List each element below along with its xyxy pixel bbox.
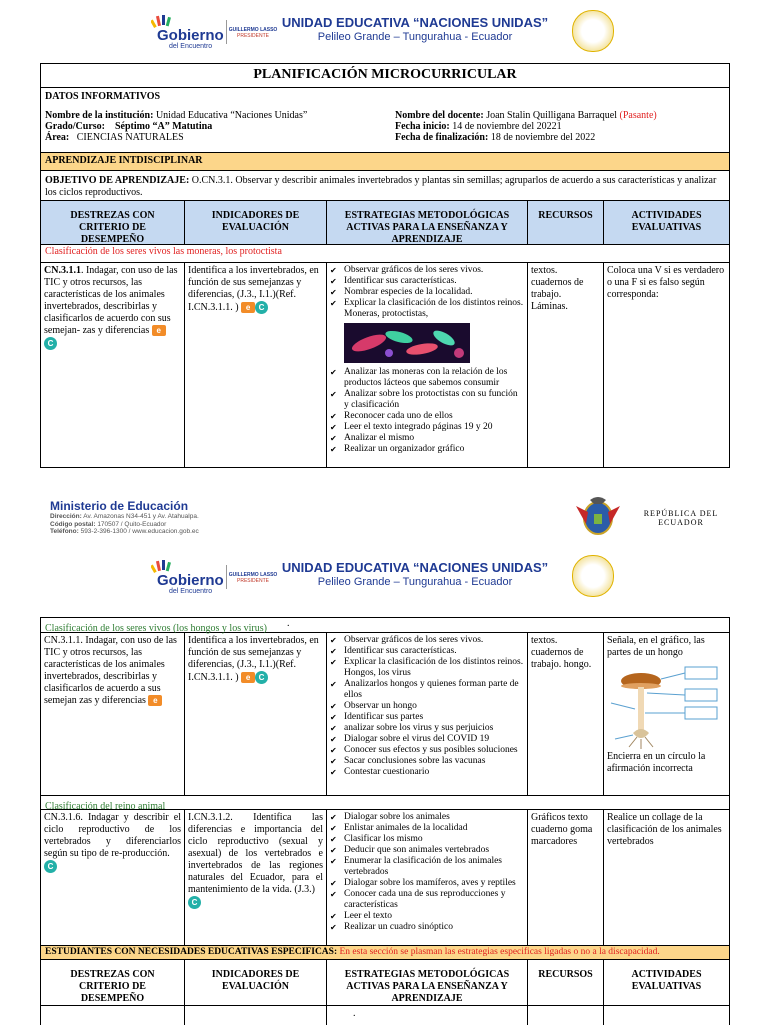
empty-dot: .	[353, 1008, 356, 1019]
school-shield-icon	[572, 10, 614, 52]
objetivo-label: OBJETIVO DE APRENDIZAJE:	[45, 175, 190, 186]
section3-indicador	[185, 810, 327, 946]
section1-heading: Clasificación de los seres vivos las moneras, los protoctista	[45, 246, 282, 257]
strategy-item: ✔ Nombrar especies de la localidad.	[330, 287, 524, 298]
ministerio-address	[50, 513, 199, 536]
aprendizaje-heading-row	[41, 153, 729, 171]
col-estrategias: ESTRATEGIAS METODOLÓGICAS ACTIVAS PARA LA ENSEÑANZA Y APRENDIZAJE	[327, 201, 528, 245]
c-resource-icon: C	[44, 337, 57, 350]
section3-recursos: Gráficos texto cuaderno goma marcadores	[528, 810, 604, 946]
gobierno-logo-p2	[147, 559, 227, 595]
school-title: UNIDAD EDUCATIVA “NACIONES UNIDAS”	[281, 560, 549, 575]
columns-header-row	[41, 201, 729, 245]
col-actividades: ACTIVIDADES EVALUATIVAS	[631, 210, 702, 233]
section2-recursos: textos. cuadernos de trabajo. hongo.	[528, 633, 604, 796]
col-indicadores: INDICADORES DE EVALUACIÓN	[185, 960, 327, 1006]
col-estrategias: ESTRATEGIAS METODOLÓGICAS ACTIVAS PARA LA ENSEÑANZA Y APRENDIZAJE	[327, 960, 528, 1006]
telefono-value: 593-2-396-1300 / www.educacion.gob.ec	[80, 528, 199, 535]
school-title: UNIDAD EDUCATIVA “NACIONES UNIDAS”	[281, 15, 549, 30]
strategy-item: ✔ Realizar un organizador gráfico	[330, 444, 524, 455]
strategy-item: ✔ Analizar sobre los protoctistas con su función y clasificación	[330, 389, 524, 411]
docente-label: Nombre del docente:	[395, 110, 484, 121]
strategy-item: ✔ Leer el texto integrado páginas 19 y 20	[330, 422, 524, 433]
strategy-item: ✔ Observar un hongo	[330, 701, 524, 712]
fin-value: 18 de noviembre del 2022	[490, 132, 596, 143]
strategy-item: ✔ Dialogar sobre los mamíferos, aves y reptiles	[330, 878, 524, 889]
section1-content-row	[41, 263, 729, 467]
fin-label: Fecha de finalización:	[395, 132, 489, 143]
guillermo-role: PRESIDENTE	[237, 33, 269, 39]
col-actividades: ACTIVIDADES EVALUATIVAS	[631, 969, 702, 992]
section3-indicador-text: I.CN.3.1.2. Identifica las diferencias e importancia del ciclo reproductivo (sexual y asexual) de los vertebrados e invertebrados de las regiones naturales del Ecuador, para el mantenimiento de la vida. (J.3.)	[188, 812, 323, 895]
section1-indicador	[185, 263, 327, 467]
nee-text: En esta sección se plasman las estrategias especificas ligadas o no a la discapacidad.	[339, 947, 660, 957]
strategy-item: ✔ Identificar sus características.	[330, 646, 524, 657]
empty-actividad	[604, 1006, 729, 1025]
republica-label: REPÚBLICA DEL ECUADOR	[643, 509, 719, 527]
col-indicadores: INDICADORES DE EVALUACIÓN	[185, 201, 327, 245]
strategy-item: ✔ Reconocer cada uno de ellos	[330, 411, 524, 422]
grado-value: Séptimo “A” Matutina	[115, 121, 213, 132]
objetivo-row	[41, 171, 729, 201]
planificacion-table-p1	[40, 63, 730, 468]
aprendizaje-heading: APRENDIZAJE INTDISCIPLINAR	[45, 155, 203, 166]
section1-estrategias-list-a	[330, 265, 524, 320]
inicio-value: 14 de noviembre del 20221	[452, 121, 562, 132]
section3-actividad: Realice un collage de la clasificación de los animales vertebrados	[607, 812, 722, 847]
docente-tag: (Pasante)	[619, 110, 657, 121]
guillermo-name: GUILLERMO LASSO	[228, 27, 278, 33]
e-resource-icon: e	[241, 672, 255, 683]
doc-title: PLANIFICACIÓN MICROCURRICULAR	[253, 67, 517, 82]
nee-label: ESTUDIANTES CON NECESIDADES EDUCATIVAS ESPECIFICAS:	[45, 947, 338, 957]
strategy-item: ✔ Dialogar sobre los animales	[330, 812, 524, 823]
section2-heading: Clasificación de los seres vivos (los hongos y los virus)	[45, 623, 267, 634]
section2-destreza-text: CN.3.1.1. Indagar, con uso de las TIC y otros recursos, las características de los animales invertebrados, describirlas y clasificarlos de acuerdo a sus semejan zas y diferencias	[44, 635, 177, 706]
strategy-item: ✔ Observar gráficos de los seres vivos.	[330, 265, 524, 276]
strategy-item: ✔ Analizar las moneras con la relación de los productos lácteos que sabemos consumir	[330, 367, 524, 389]
ministerio-title: Ministerio de Educación	[50, 499, 189, 513]
section2-heading-row	[41, 618, 729, 633]
col-recursos: RECURSOS	[528, 960, 604, 1006]
header-divider	[226, 20, 227, 44]
planificacion-table-p2	[40, 617, 730, 1025]
section1-actividad: Coloca una V si es verdadero o una F si es falso según corresponda:	[607, 265, 725, 300]
strategy-item: ✔ Explicar la clasificación de los distintos reinos. Hongos, los virus	[330, 657, 524, 679]
strategy-item: ✔ Sacar conclusiones sobre las vacunas	[330, 756, 524, 767]
direccion-value: Av. Amazonas N34-451 y Av. Atahualpa.	[83, 513, 199, 520]
telefono-label: Teléfono:	[50, 528, 79, 535]
section3-destreza-text: CN.3.1.6. Indagar y describir el ciclo reproductivo de los vertebrados y diferenciarlos según su tipo de re-producción.	[44, 812, 181, 859]
col-destrezas: DESTREZAS CON CRITERIO DE DESEMPEÑO	[41, 960, 185, 1006]
school-location: Pelileo Grande – Tungurahua - Ecuador	[317, 576, 513, 588]
datos-informativos	[41, 88, 729, 153]
section1-destreza-text: . Indagar, con uso de las TIC y otros recursos, las características de los animales invertebrados, describirlas y clasificarlos de acuerdo con sus semejan- zas y diferencias	[44, 265, 178, 336]
gobierno-sub: del Encuentro	[169, 43, 213, 50]
empty-indicador	[185, 1006, 327, 1025]
strategy-item: ✔ Enlistar animales de la localidad	[330, 823, 524, 834]
section2-estrategias	[327, 633, 528, 796]
section1-estrategias-list-b	[330, 367, 524, 455]
section3-destreza	[41, 810, 185, 946]
gobierno-word: Gobierno	[157, 27, 224, 44]
section1-estrategias	[327, 263, 528, 467]
section2-actividad	[604, 633, 729, 796]
strategy-item: ✔ Explicar la clasificación de los distintos reinos. Moneras, protoctistas,	[330, 298, 524, 320]
section1-recursos: textos. cuadernos de trabajo. Láminas.	[528, 263, 604, 467]
empty-estrategias	[327, 1006, 528, 1025]
c-resource-icon: C	[44, 860, 57, 873]
section2-destreza	[41, 633, 185, 796]
ecuador-coat-of-arms-icon	[572, 494, 624, 538]
strategy-item: ✔ Dialogar sobre el virus del COVID 19	[330, 734, 524, 745]
empty-recursos	[528, 1006, 604, 1025]
section1-heading-row	[41, 245, 729, 263]
gobierno-word: Gobierno	[157, 572, 224, 589]
c-resource-icon: C	[188, 896, 201, 909]
section2-heading-trail: .	[287, 618, 290, 629]
strategy-item: ✔ analizar sobre los virus y sus perjuicios	[330, 723, 524, 734]
columns-header-row-2	[41, 960, 729, 1006]
school-shield-icon	[572, 555, 614, 597]
gobierno-sub: del Encuentro	[169, 588, 213, 595]
strategy-item: ✔ Clasificar los mismo	[330, 834, 524, 845]
strategy-item: ✔ Observar gráficos de los seres vivos.	[330, 635, 524, 646]
mushroom-diagram-image	[607, 663, 719, 749]
strategy-item: ✔ Conocer cada una de sus reproducciones y características	[330, 889, 524, 911]
empty-row	[41, 1006, 729, 1025]
section3-content-row	[41, 810, 729, 946]
strategy-item: ✔ Deducir que son animales vertebrados	[330, 845, 524, 856]
strategy-item: ✔ Identificar sus características.	[330, 276, 524, 287]
section3-estrategias-list	[330, 812, 524, 933]
header-divider	[226, 565, 227, 589]
section2-actividad-b: Encierra en un círculo la afirmación incorrecta	[607, 751, 706, 774]
section2-estrategias-list	[330, 635, 524, 778]
empty-destreza	[41, 1006, 185, 1025]
strategy-item: ✔ Leer el texto	[330, 911, 524, 922]
objetivo-text: O.CN.3.1. Observar y describir animales invertebrados y plantas sin semillas; agruparlos de acuerdo a sus características y analizar los ciclos reproductivos.	[45, 175, 717, 198]
strategy-item: ✔ Conocer sus efectos y sus posibles soluciones	[330, 745, 524, 756]
section3-heading: Clasificación del reino animal	[45, 801, 166, 812]
strategy-item: ✔ Analizarlos hongos y quienes forman parte de ellos	[330, 679, 524, 701]
bacteria-image	[344, 323, 470, 363]
e-resource-icon: e	[241, 302, 255, 313]
area-value: CIENCIAS NATURALES	[76, 132, 184, 143]
c-resource-icon: C	[255, 671, 268, 684]
guillermo-name: GUILLERMO LASSO	[228, 572, 278, 578]
section2-actividad-a: Señala, en el gráfico, las partes de un hongo	[607, 635, 705, 658]
section1-destreza	[41, 263, 185, 467]
inicio-label: Fecha inicio:	[395, 121, 450, 132]
datos-heading: DATOS INFORMATIVOS	[45, 91, 161, 102]
school-location: Pelileo Grande – Tungurahua - Ecuador	[317, 31, 513, 43]
area-label: Área:	[45, 132, 70, 143]
strategy-item: ✔ Analizar el mismo	[330, 433, 524, 444]
inst-label: Nombre de la institución:	[45, 110, 154, 121]
section2-content-row	[41, 633, 729, 796]
postal-label: Código postal:	[50, 520, 96, 528]
section1-destreza-code: CN.3.1.1	[44, 265, 81, 276]
col-destrezas: DESTREZAS CON CRITERIO DE DESEMPEÑO	[41, 201, 185, 245]
direccion-label: Dirección:	[50, 513, 82, 520]
inst-value: Unidad Educativa “Naciones Unidas”	[155, 110, 308, 121]
guillermo-role: PRESIDENTE	[237, 578, 269, 584]
strategy-item: ✔ Realizar un cuadro sinóptico	[330, 922, 524, 933]
section2-indicador	[185, 633, 327, 796]
grado-label: Grado/Curso:	[45, 121, 105, 132]
col-recursos: RECURSOS	[528, 201, 604, 245]
e-resource-icon: e	[152, 325, 166, 336]
strategy-item: ✔ Contestar cuestionario	[330, 767, 524, 778]
c-resource-icon: C	[255, 301, 268, 314]
section3-estrategias	[327, 810, 528, 946]
section1-indicador-text: Identifica a los invertebrados, en función de sus semejanzas y diferencias, (J.3., I.1.)(Ref. I.CN.3.1.1. )	[188, 265, 319, 313]
doc-title-row	[41, 64, 729, 88]
nee-row	[41, 946, 729, 960]
gobierno-logo	[147, 14, 227, 50]
section3-heading-row	[41, 796, 729, 810]
strategy-item: ✔ Identificar sus partes	[330, 712, 524, 723]
postal-value: 170507 / Quito-Ecuador	[97, 520, 167, 528]
docente-value: Joan Stalin Quilligana Barraquel	[486, 110, 617, 121]
strategy-item: ✔ Enumerar la clasificación de los animales vertebrados	[330, 856, 524, 878]
section2-indicador-text: Identifica a los invertebrados, en función de sus semejanzas y diferencias, (J.3., I.1.)(Ref. I.CN.3.1.1. )	[188, 635, 319, 683]
e-resource-icon: e	[148, 695, 162, 706]
